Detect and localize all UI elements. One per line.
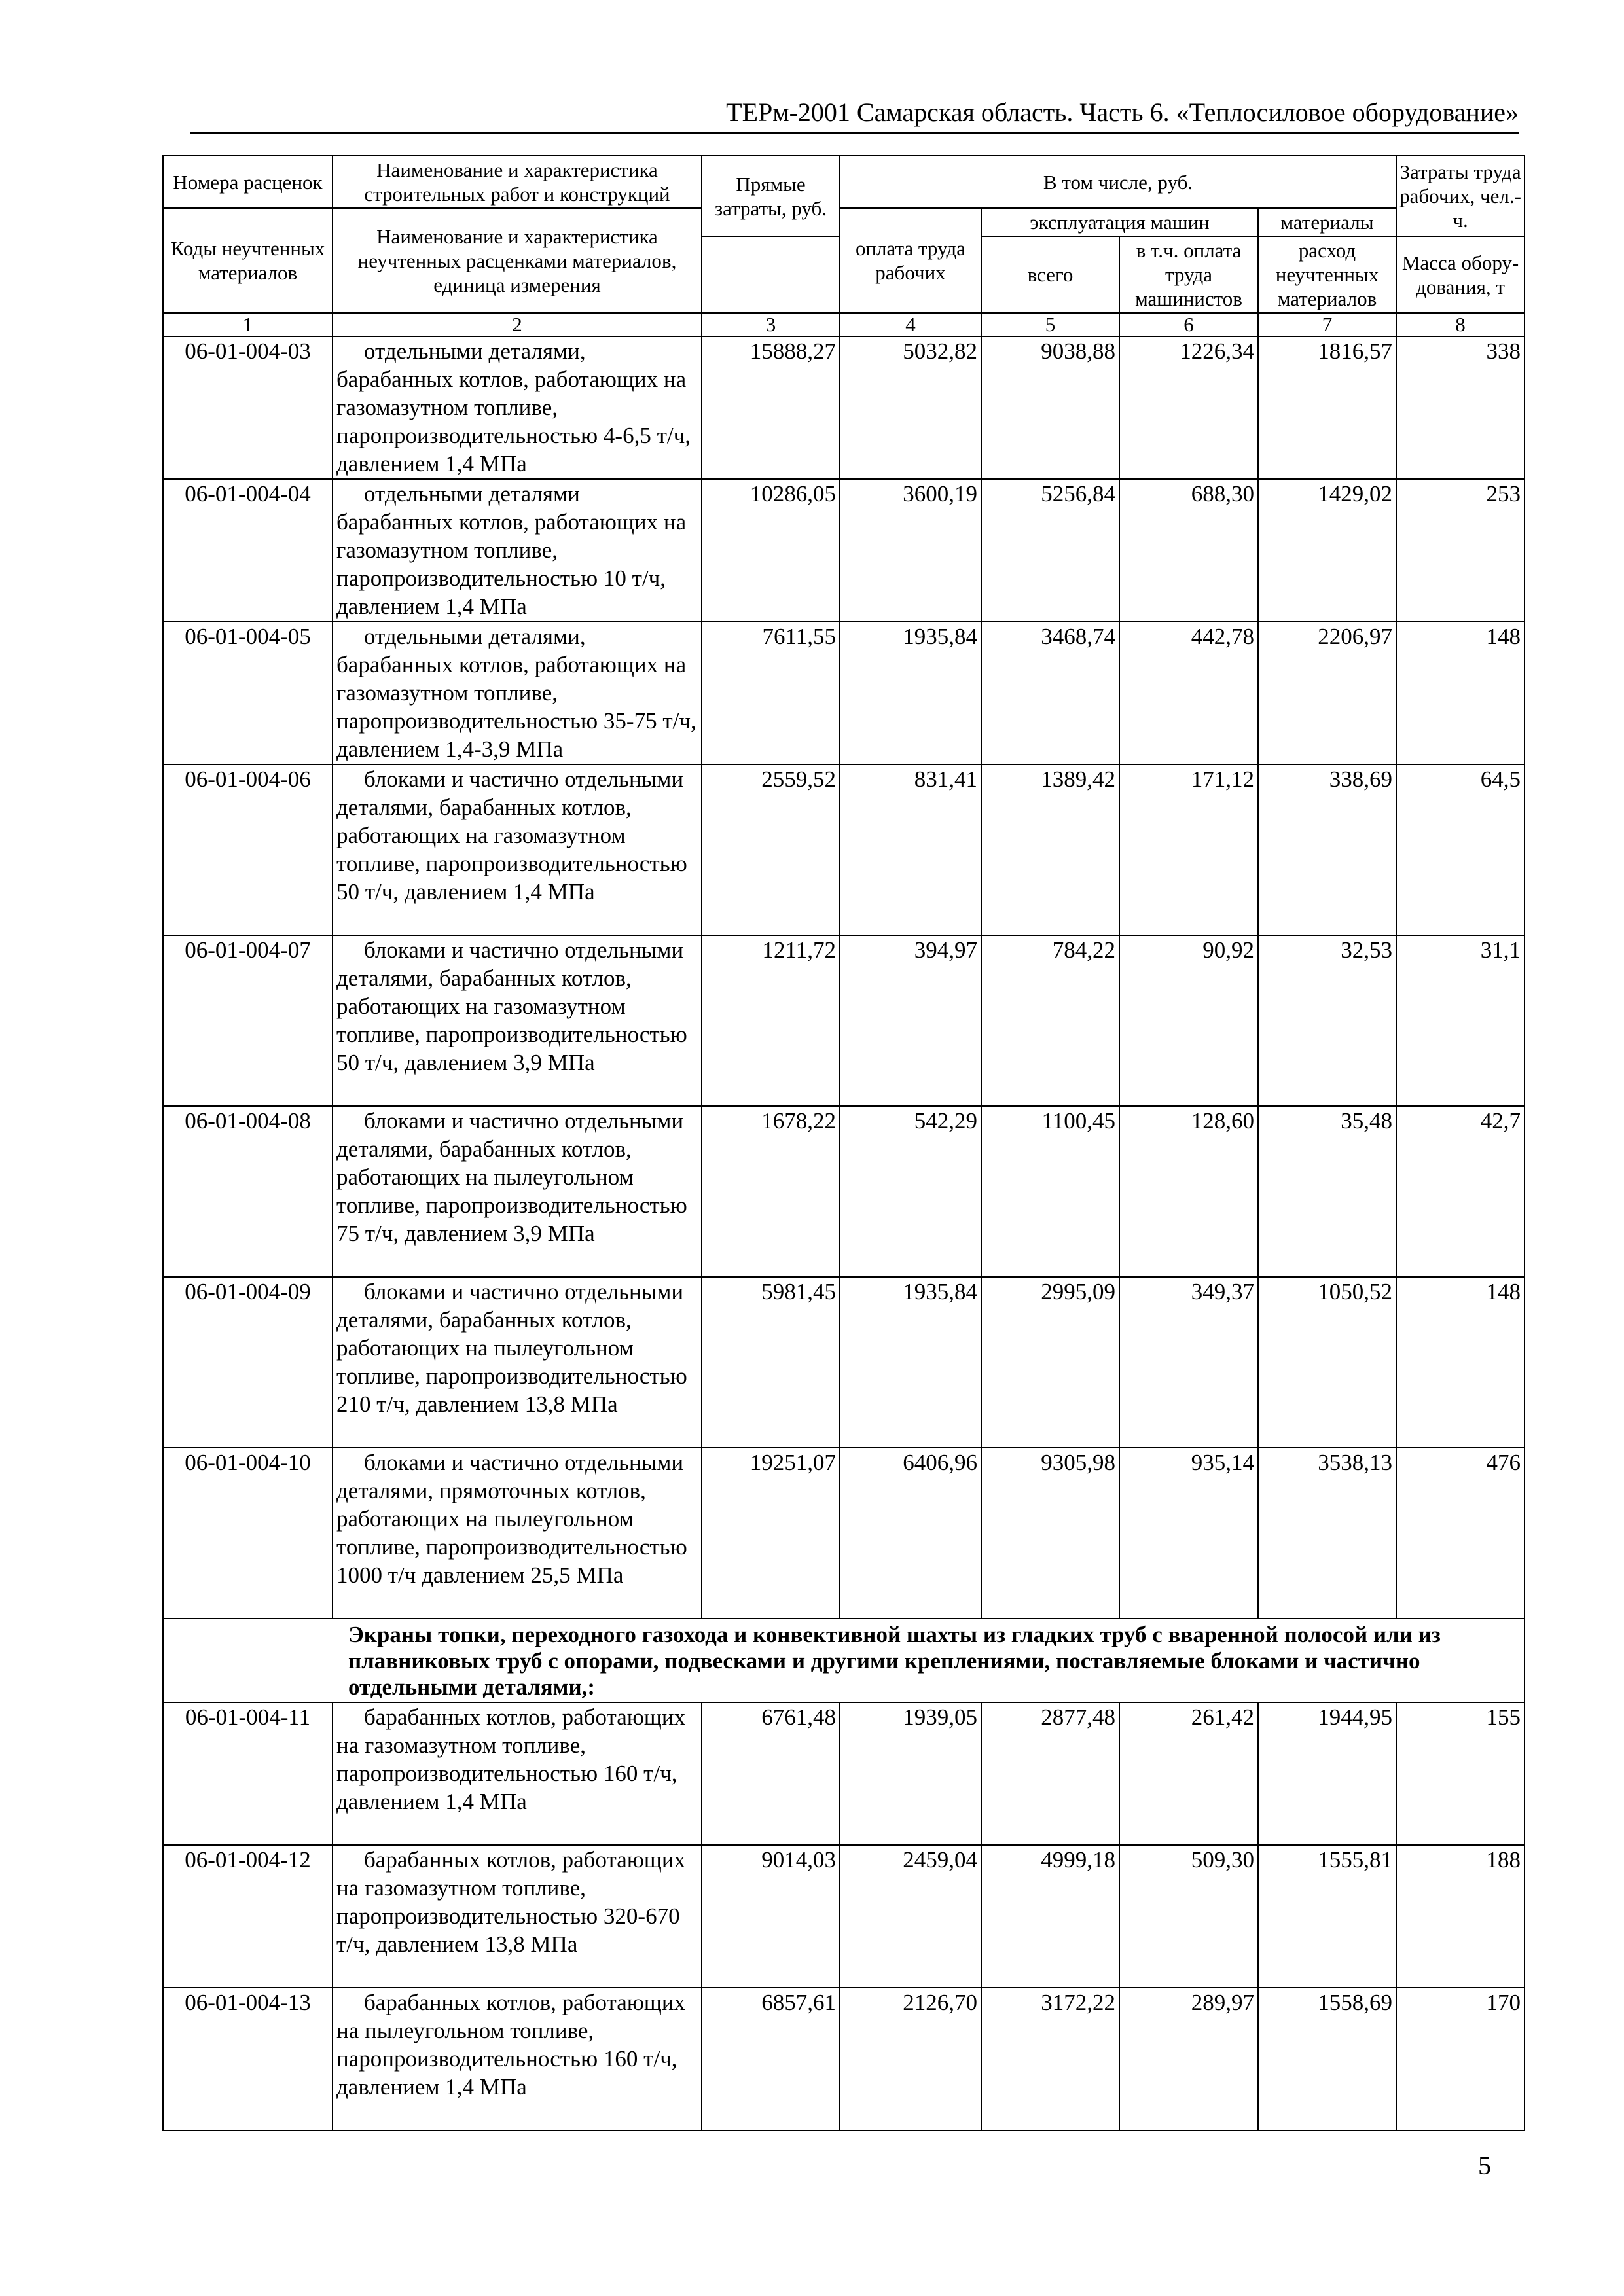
table-row bbox=[163, 935, 1525, 1106]
direct-costs: 7611,55 bbox=[702, 622, 840, 764]
table-row bbox=[163, 479, 1525, 622]
section-heading: Экраны топки, переходного газохода и конвективной шахты из гладких труб с вваренной полосой или из плавниковых труб с опорами, подвесками и другими креплениями, поставляемые блоками и частично отдельными деталями,: bbox=[163, 1619, 1525, 1702]
rate-code: 06-01-004-05 bbox=[163, 622, 333, 764]
column-number: 7 bbox=[1258, 313, 1396, 336]
table-body-boilers bbox=[163, 336, 1525, 1619]
header-name-materials: Наименование и характеристика неучтенных расценками материалов, единица измерения bbox=[333, 208, 702, 313]
direct-costs: 1211,72 bbox=[702, 935, 840, 1106]
table-row bbox=[163, 1702, 1525, 1845]
labor-costs: 170 bbox=[1396, 1988, 1525, 2130]
column-number: 8 bbox=[1396, 313, 1525, 336]
labor-costs: 338 bbox=[1396, 336, 1525, 479]
header-equipment-mass: Масса обору-дования, т bbox=[1396, 236, 1525, 313]
worker-pay: 6406,96 bbox=[840, 1448, 981, 1619]
rate-name: блоками и частично отдельными деталями, прямоточных котлов, работающих на пылеугольном топливе, паропроизводительностью 1000 т/ч давлением 25,5 МПа bbox=[333, 1448, 702, 1619]
direct-costs: 6761,48 bbox=[702, 1702, 840, 1845]
column-number: 2 bbox=[333, 313, 702, 336]
column-number: 6 bbox=[1119, 313, 1258, 336]
materials-cost: 1555,81 bbox=[1258, 1845, 1396, 1988]
machines-total: 784,22 bbox=[981, 935, 1119, 1106]
column-number: 4 bbox=[840, 313, 981, 336]
direct-costs: 2559,52 bbox=[702, 764, 840, 935]
labor-costs: 31,1 bbox=[1396, 935, 1525, 1106]
rate-name: блоками и частично отдельными деталями, барабанных котлов, работающих на газомазутном топливе, паропроизводительностью 50 т/ч, давлением 1,4 МПа bbox=[333, 764, 702, 935]
direct-costs: 19251,07 bbox=[702, 1448, 840, 1619]
machinist-pay: 688,30 bbox=[1119, 479, 1258, 622]
materials-cost: 3538,13 bbox=[1258, 1448, 1396, 1619]
machines-total: 2877,48 bbox=[981, 1702, 1119, 1845]
table-row bbox=[163, 1448, 1525, 1619]
worker-pay: 394,97 bbox=[840, 935, 981, 1106]
table-body-screens bbox=[163, 1702, 1525, 2130]
machines-total: 4999,18 bbox=[981, 1845, 1119, 1988]
header-direct-costs-cont bbox=[702, 236, 840, 313]
table-row bbox=[163, 622, 1525, 764]
rate-code: 06-01-004-06 bbox=[163, 764, 333, 935]
materials-cost: 35,48 bbox=[1258, 1106, 1396, 1277]
column-number: 5 bbox=[981, 313, 1119, 336]
machinist-pay: 289,97 bbox=[1119, 1988, 1258, 2130]
rate-code: 06-01-004-11 bbox=[163, 1702, 333, 1845]
column-number: 1 bbox=[163, 313, 333, 336]
machines-total: 3172,22 bbox=[981, 1988, 1119, 2130]
machines-total: 9038,88 bbox=[981, 336, 1119, 479]
table-row bbox=[163, 1106, 1525, 1277]
rate-name: блоками и частично отдельными деталями, барабанных котлов, работающих на газомазутном топливе, паропроизводительностью 50 т/ч, давлением 3,9 МПа bbox=[333, 935, 702, 1106]
direct-costs: 6857,61 bbox=[702, 1988, 840, 2130]
header-worker-pay: оплата труда рабочих bbox=[840, 208, 981, 313]
table-row bbox=[163, 336, 1525, 479]
materials-cost: 32,53 bbox=[1258, 935, 1396, 1106]
machines-total: 3468,74 bbox=[981, 622, 1119, 764]
worker-pay: 2126,70 bbox=[840, 1988, 981, 2130]
table-row bbox=[163, 1845, 1525, 1988]
header-labor-costs: Затраты труда рабочих, чел.-ч. bbox=[1396, 156, 1525, 236]
machinist-pay: 509,30 bbox=[1119, 1845, 1258, 1988]
rate-name: барабанных котлов, работающих на газомазутном топливе, паропроизводительностью 160 т/ч, давлением 1,4 МПа bbox=[333, 1702, 702, 1845]
direct-costs: 10286,05 bbox=[702, 479, 840, 622]
labor-costs: 64,5 bbox=[1396, 764, 1525, 935]
machines-total: 5256,84 bbox=[981, 479, 1119, 622]
labor-costs: 148 bbox=[1396, 1277, 1525, 1448]
labor-costs: 476 bbox=[1396, 1448, 1525, 1619]
column-number: 3 bbox=[702, 313, 840, 336]
machines-total: 1389,42 bbox=[981, 764, 1119, 935]
worker-pay: 831,41 bbox=[840, 764, 981, 935]
machines-total: 1100,45 bbox=[981, 1106, 1119, 1277]
machinist-pay: 1226,34 bbox=[1119, 336, 1258, 479]
rate-code: 06-01-004-04 bbox=[163, 479, 333, 622]
machinist-pay: 171,12 bbox=[1119, 764, 1258, 935]
worker-pay: 1939,05 bbox=[840, 1702, 981, 1845]
table-row bbox=[163, 1988, 1525, 2130]
header-rule bbox=[190, 132, 1519, 134]
table-section bbox=[163, 1619, 1525, 1702]
labor-costs: 188 bbox=[1396, 1845, 1525, 1988]
rate-name: блоками и частично отдельными деталями, барабанных котлов, работающих на пылеугольном топливе, паропроизводительностью 75 т/ч, давлением 3,9 МПа bbox=[333, 1106, 702, 1277]
worker-pay: 2459,04 bbox=[840, 1845, 981, 1988]
header-material-codes: Коды неучтенных материалов bbox=[163, 208, 333, 313]
rate-code: 06-01-004-12 bbox=[163, 1845, 333, 1988]
materials-cost: 2206,97 bbox=[1258, 622, 1396, 764]
worker-pay: 1935,84 bbox=[840, 622, 981, 764]
rates-table bbox=[162, 155, 1525, 2131]
machinist-pay: 90,92 bbox=[1119, 935, 1258, 1106]
section-heading-row bbox=[163, 1619, 1525, 1702]
materials-cost: 338,69 bbox=[1258, 764, 1396, 935]
machinist-pay: 935,14 bbox=[1119, 1448, 1258, 1619]
labor-costs: 148 bbox=[1396, 622, 1525, 764]
direct-costs: 15888,27 bbox=[702, 336, 840, 479]
table-row bbox=[163, 764, 1525, 935]
machinist-pay: 349,37 bbox=[1119, 1277, 1258, 1448]
rate-code: 06-01-004-07 bbox=[163, 935, 333, 1106]
labor-costs: 155 bbox=[1396, 1702, 1525, 1845]
column-numbers-row bbox=[163, 313, 1525, 336]
header-machines-total: всего bbox=[981, 236, 1119, 313]
machines-total: 9305,98 bbox=[981, 1448, 1119, 1619]
header-unaccounted-materials: расход неучтенных материалов bbox=[1258, 236, 1396, 313]
direct-costs: 9014,03 bbox=[702, 1845, 840, 1988]
rate-name: блоками и частично отдельными деталями, барабанных котлов, работающих на пылеугольном топливе, паропроизводительностью 210 т/ч, давлением 13,8 МПа bbox=[333, 1277, 702, 1448]
materials-cost: 1050,52 bbox=[1258, 1277, 1396, 1448]
materials-cost: 1558,69 bbox=[1258, 1988, 1396, 2130]
labor-costs: 42,7 bbox=[1396, 1106, 1525, 1277]
header-machinist-pay: в т.ч. оплата труда машинистов bbox=[1119, 236, 1258, 313]
rate-name: барабанных котлов, работающих на газомазутном топливе, паропроизводительностью 320-670 т/ч, давлением 13,8 МПа bbox=[333, 1845, 702, 1988]
labor-costs: 253 bbox=[1396, 479, 1525, 622]
materials-cost: 1944,95 bbox=[1258, 1702, 1396, 1845]
machinist-pay: 261,42 bbox=[1119, 1702, 1258, 1845]
rate-code: 06-01-004-09 bbox=[163, 1277, 333, 1448]
machinist-pay: 128,60 bbox=[1119, 1106, 1258, 1277]
materials-cost: 1429,02 bbox=[1258, 479, 1396, 622]
header-including: В том числе, руб. bbox=[840, 156, 1396, 208]
worker-pay: 5032,82 bbox=[840, 336, 981, 479]
direct-costs: 1678,22 bbox=[702, 1106, 840, 1277]
page-number: 5 bbox=[1478, 2151, 1491, 2180]
rate-name: барабанных котлов, работающих на пылеугольном топливе, паропроизводительностью 160 т/ч, давлением 1,4 МПа bbox=[333, 1988, 702, 2130]
materials-cost: 1816,57 bbox=[1258, 336, 1396, 479]
header-materials: материалы bbox=[1258, 208, 1396, 236]
rate-name: отдельными деталями барабанных котлов, работающих на газомазутном топливе, паропроизводительностью 10 т/ч, давлением 1,4 МПа bbox=[333, 479, 702, 622]
rate-code: 06-01-004-08 bbox=[163, 1106, 333, 1277]
rate-code: 06-01-004-13 bbox=[163, 1988, 333, 2130]
table-row bbox=[163, 1277, 1525, 1448]
table-header bbox=[163, 156, 1525, 336]
rate-code: 06-01-004-03 bbox=[163, 336, 333, 479]
header-machine-operation: эксплуатация машин bbox=[981, 208, 1258, 236]
rate-name: отдельными деталями, барабанных котлов, работающих на газомазутном топливе, паропроизводительностью 35-75 т/ч, давлением 1,4-3,9 МПа bbox=[333, 622, 702, 764]
header-direct-costs: Прямые затраты, руб. bbox=[702, 156, 840, 236]
rate-name: отдельными деталями, барабанных котлов, работающих на газомазутном топливе, паропроизводительностью 4-6,5 т/ч, давлением 1,4 МПа bbox=[333, 336, 702, 479]
worker-pay: 1935,84 bbox=[840, 1277, 981, 1448]
rate-code: 06-01-004-10 bbox=[163, 1448, 333, 1619]
header-name-works: Наименование и характеристика строительных работ и конструкций bbox=[333, 156, 702, 208]
direct-costs: 5981,45 bbox=[702, 1277, 840, 1448]
worker-pay: 3600,19 bbox=[840, 479, 981, 622]
header-rate-numbers: Номера расценок bbox=[163, 156, 333, 208]
machinist-pay: 442,78 bbox=[1119, 622, 1258, 764]
machines-total: 2995,09 bbox=[981, 1277, 1119, 1448]
page-header-title: ТЕРм-2001 Самарская область. Часть 6. «Теплосиловое оборудование» bbox=[726, 98, 1519, 127]
worker-pay: 542,29 bbox=[840, 1106, 981, 1277]
